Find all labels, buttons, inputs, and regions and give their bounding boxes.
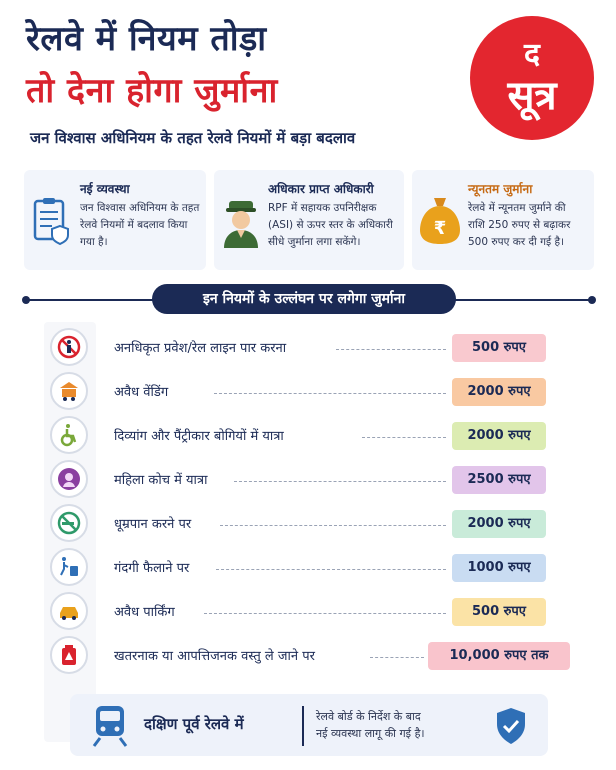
footer-banner	[70, 694, 548, 756]
card-text-line: राशि 250 रुपए से बढ़ाकर	[468, 219, 571, 231]
card-new-system	[24, 170, 206, 270]
violation-row	[44, 370, 584, 412]
fine-amount: 2500 रुपए	[452, 466, 546, 494]
violation-row	[44, 634, 584, 676]
logo-text-bottom: सूत्र	[507, 73, 557, 119]
clipboard-shield-icon	[32, 196, 72, 246]
violation-label: अवैध पार्किंग	[114, 605, 175, 620]
card-title: नई व्यवस्था	[80, 182, 130, 196]
card-text-line: रेलवे में न्यूनतम जुर्माने की	[468, 202, 566, 214]
card-text-line: जन विश्वास अधिनियम के तहत	[80, 202, 200, 214]
violation-row	[44, 458, 584, 500]
car-icon	[50, 592, 88, 630]
violation-row	[44, 502, 584, 544]
card-title: अधिकार प्राप्त अधिकारी	[268, 182, 374, 196]
fine-amount: 1000 रुपए	[452, 554, 546, 582]
violation-row	[44, 326, 584, 368]
vending-cart-icon	[50, 372, 88, 410]
headline-line-2: तो देना होगा जुर्माना	[26, 71, 278, 111]
violation-row	[44, 590, 584, 632]
footer-note	[316, 708, 425, 742]
headline-line-1: रेलवे में नियम तोड़ा	[26, 19, 267, 59]
litter-bin-icon	[50, 548, 88, 586]
card-text-line: गया है।	[80, 236, 108, 248]
footer-label: दक्षिण पूर्व रेलवे में	[144, 715, 244, 733]
dsutra-logo	[470, 16, 594, 140]
officer-icon	[220, 198, 262, 250]
svg-text:₹: ₹	[433, 218, 447, 239]
violation-label: अनधिकृत प्रवेश/रेल लाइन पार करना	[114, 341, 287, 356]
section-title: इन नियमों के उल्लंघन पर लगेगा जुर्माना	[152, 284, 456, 314]
fine-amount: 10,000 रुपए तक	[428, 642, 570, 670]
train-icon	[90, 704, 130, 748]
no-smoking-icon	[50, 504, 88, 542]
money-bag-icon	[418, 194, 462, 246]
leader-line	[204, 613, 446, 614]
footer-note-line: नई व्यवस्था लागू की गई है।	[316, 727, 425, 740]
card-title: न्यूनतम जुर्माना	[468, 182, 533, 196]
footer-note-line: रेलवे बोर्ड के निर्देश के बाद	[316, 710, 421, 723]
divider-dot	[22, 296, 30, 304]
leader-line	[220, 525, 446, 526]
fine-amount: 500 रुपए	[452, 598, 546, 626]
fine-amount: 500 रुपए	[452, 334, 546, 362]
leader-line	[216, 569, 446, 570]
fine-amount: 2000 रुपए	[452, 378, 546, 406]
violation-label: धूम्रपान करने पर	[114, 517, 192, 532]
card-text-line: RPF में सहायक उपनिरीक्षक	[268, 202, 377, 214]
leader-line	[336, 349, 446, 350]
footer-separator	[302, 706, 304, 746]
woman-icon	[50, 460, 88, 498]
leader-line	[234, 481, 446, 482]
card-text	[80, 200, 199, 251]
fine-amount: 2000 रुपए	[452, 510, 546, 538]
card-text	[468, 200, 570, 251]
leader-line	[362, 437, 446, 438]
violation-label: दिव्यांग और पैंट्रीकार बोगियों में यात्रा	[114, 429, 284, 444]
info-cards	[24, 170, 594, 270]
card-text-line: 500 रुपए कर दी गई है।	[468, 236, 565, 248]
no-entry-person-icon	[50, 328, 88, 366]
card-text-line: (ASI) से ऊपर स्तर के अधिकारी	[268, 219, 393, 231]
wheelchair-icon	[50, 416, 88, 454]
violation-row	[44, 414, 584, 456]
leader-line	[370, 657, 424, 658]
divider-dot	[588, 296, 596, 304]
card-text-line: रेलवे नियमों में बदलाव किया	[80, 219, 188, 231]
card-authorized-officer	[214, 170, 404, 270]
violation-label: गंदगी फैलाने पर	[114, 561, 190, 576]
violation-label: महिला कोच में यात्रा	[114, 473, 208, 488]
card-text-line: सीधे जुर्माना लगा सकेंगे।	[268, 236, 361, 248]
leader-line	[214, 393, 446, 394]
card-minimum-fine	[412, 170, 594, 270]
hazard-canister-icon	[50, 636, 88, 674]
violation-label: खतरनाक या आपत्तिजनक वस्तु ले जाने पर	[114, 649, 315, 664]
fine-amount: 2000 रुपए	[452, 422, 546, 450]
subtitle: जन विश्वास अधिनियम के तहत रेलवे नियमों में बड़ा बदलाव	[30, 129, 356, 147]
violation-row	[44, 546, 584, 588]
violation-label: अवैध वेंडिंग	[114, 385, 169, 400]
card-text	[268, 200, 393, 251]
shield-check-icon	[494, 706, 528, 746]
logo-text-top: द	[524, 37, 540, 72]
